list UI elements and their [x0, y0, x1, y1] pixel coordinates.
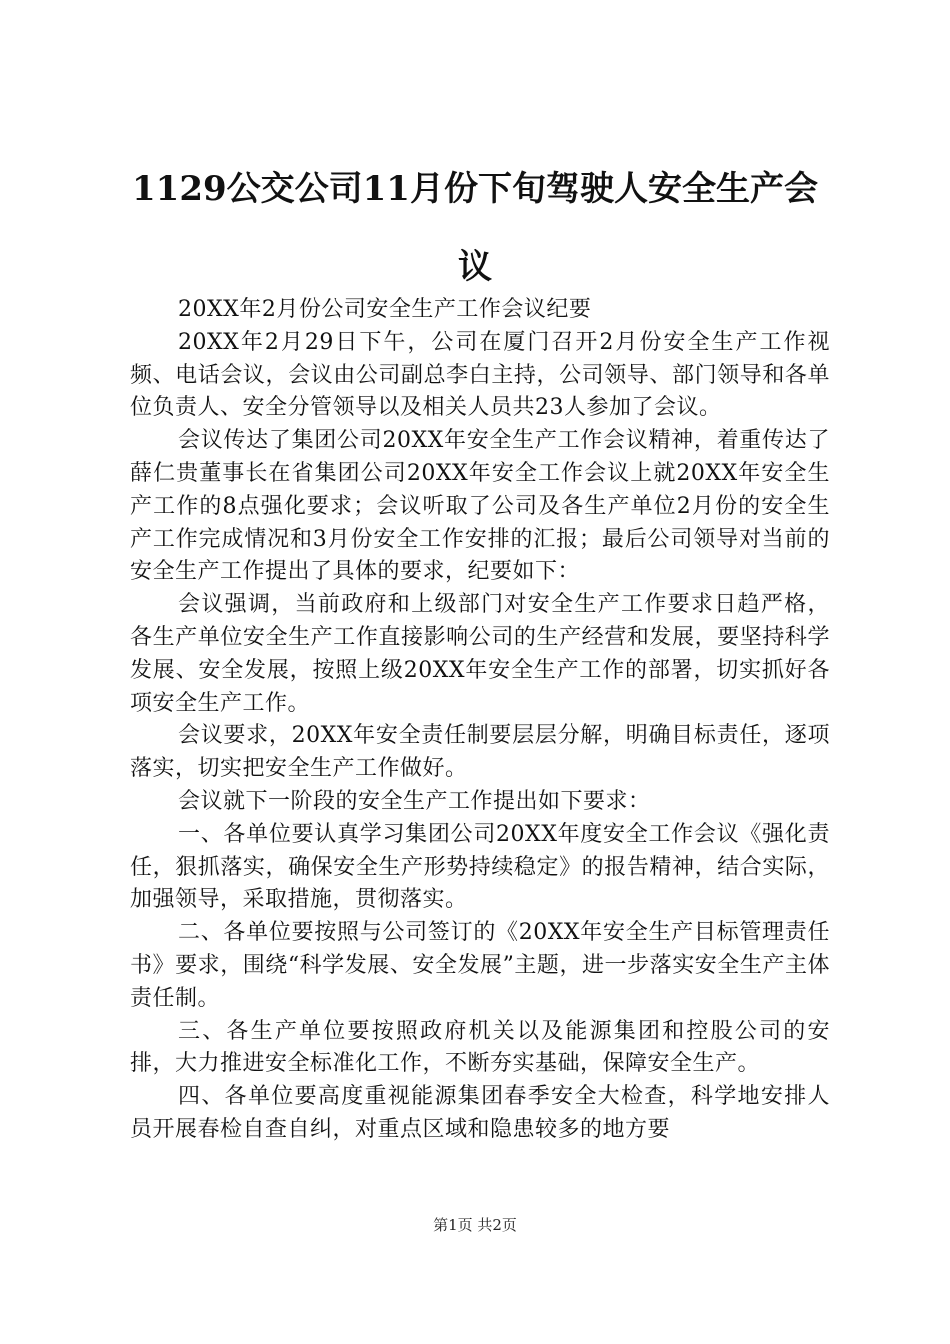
paragraph-subtitle: 20XX年2月份公司安全生产工作会议纪要	[178, 297, 592, 322]
paragraph-requirement: 会议要求，20XX年安全责任制要层层分解，明确目标责任，逐项落实，切实把安全生产工作做好。	[130, 723, 830, 782]
paragraph-meeting-content: 会议传达了集团公司20XX年安全生产工作会议精神，着重传达了薛仁贵董事长在省集团公司20XX年安全工作会议上就20XX年安全生产工作的8点强化要求；会议听取了公司及各生产单位2月份的安全生产工作完成情况和3月份安全工作安排的汇报；最后公司领导对当前的安全生产工作提出了具体的要求，纪要如下：	[130, 428, 830, 585]
paragraph-next-stage: 会议就下一阶段的安全生产工作提出如下要求：	[178, 788, 651, 814]
paragraph-emphasis: 会议强调，当前政府和上级部门对安全生产工作要求日趋严格，各生产单位安全生产工作直接影响公司的生产经营和发展，要坚持科学发展、安全发展，按照上级20XX年安全生产工作的部署，切实抓好各项安全生产工作。	[130, 592, 830, 716]
page-number-footer: 第1页 共2页	[433, 1216, 517, 1234]
paragraph-item-1: 一、各单位要认真学习集团公司20XX年度安全工作会议《强化责任，狠抓落实，确保安全生产形势持续稳定》的报告精神，结合实际，加强领导，采取措施，贯彻落实。	[130, 821, 830, 913]
document-body	[130, 294, 830, 1147]
paragraph-item-4: 四、各单位要高度重视能源集团春季安全大检查，科学地安排人员开展春检自查自纠，对重点区域和隐患较多的地方要	[130, 1084, 830, 1142]
document-title: 1129公交公司11月份下旬驾驶人安全生产会议	[132, 169, 818, 287]
paragraph-item-2: 二、各单位要按照与公司签订的《20XX年安全生产目标管理责任书》要求，围绕“科学发展、安全发展”主题，进一步落实安全生产主体责任制。	[130, 920, 830, 1011]
paragraph-meeting-info: 20XX年2月29日下午，公司在厦门召开2月份安全生产工作视频、电话会议，会议由公司副总李白主持，公司领导、部门领导和各单位负责人、安全分管领导以及相关人员共23人参加了会议。	[130, 329, 830, 421]
paragraph-item-3: 三、各生产单位要按照政府机关以及能源集团和控股公司的安排，大力推进安全标准化工作，不断夯实基础，保障安全生产。	[130, 1018, 830, 1077]
